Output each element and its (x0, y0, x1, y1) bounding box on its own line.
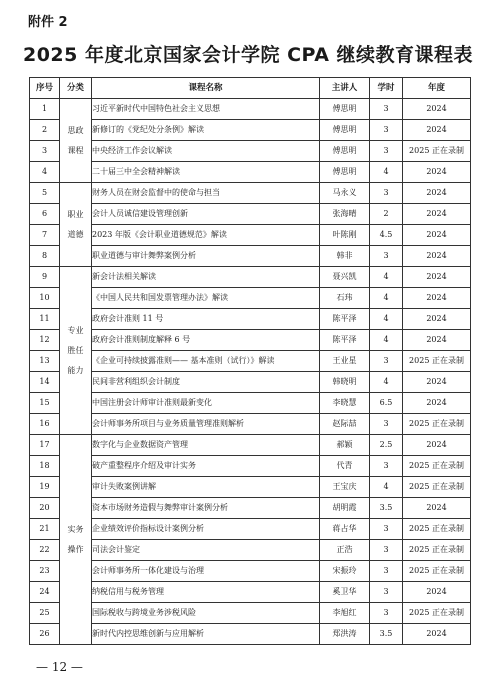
year: 2024 (403, 246, 471, 267)
lecturer: 傅思明 (320, 99, 370, 120)
course-name: 破产重整程序介绍及审计实务 (92, 456, 320, 477)
lecturer: 王宝庆 (320, 477, 370, 498)
lecturer: 代青 (320, 456, 370, 477)
course-name: 《企业可持续披露准则—— 基本准则（试行）》解读 (92, 351, 320, 372)
table-row (30, 393, 471, 414)
hours: 4 (370, 267, 403, 288)
category-text: 操作 (67, 544, 84, 554)
hours: 3 (370, 99, 403, 120)
row-seq: 9 (30, 267, 60, 288)
year: 2024 (403, 162, 471, 183)
table-row (30, 624, 471, 645)
lecturer: 蒋占华 (320, 519, 370, 540)
lecturer: 石玮 (320, 288, 370, 309)
hours: 3 (370, 141, 403, 162)
course-name: 《中国人民共和国发票管理办法》解读 (92, 288, 320, 309)
course-name: 民间非营利组织会计制度 (92, 372, 320, 393)
row-seq: 22 (30, 540, 60, 561)
header-year: 年度 (403, 78, 471, 99)
hours: 3 (370, 540, 403, 561)
hours: 4.5 (370, 225, 403, 246)
lecturer: 正浩 (320, 540, 370, 561)
row-seq: 5 (30, 183, 60, 204)
lecturer: 韩晓明 (320, 372, 370, 393)
category-text: 思政 (67, 125, 84, 135)
table-row (30, 141, 471, 162)
category-text: 课程 (67, 145, 84, 155)
lecturer: 胡明霞 (320, 498, 370, 519)
hours: 4 (370, 330, 403, 351)
row-seq: 17 (30, 435, 60, 456)
hours: 6.5 (370, 393, 403, 414)
category-text: 专业 (67, 325, 84, 335)
lecturer: 陈平泽 (320, 309, 370, 330)
row-seq: 7 (30, 225, 60, 246)
row-seq: 1 (30, 99, 60, 120)
hours: 3 (370, 246, 403, 267)
row-seq: 24 (30, 582, 60, 603)
header-category: 分类 (60, 78, 92, 99)
row-seq: 26 (30, 624, 60, 645)
year: 2024 (403, 330, 471, 351)
table-row (30, 540, 471, 561)
hours: 3 (370, 414, 403, 435)
course-name: 中国注册会计师审计准则最新变化 (92, 393, 320, 414)
hours: 3 (370, 456, 403, 477)
hours: 3.5 (370, 498, 403, 519)
year: 2025 正在录制 (403, 519, 471, 540)
year: 2024 (403, 288, 471, 309)
lecturer: 马永义 (320, 183, 370, 204)
header-hours: 学时 (370, 78, 403, 99)
header-seq: 序号 (30, 78, 60, 99)
table-row (30, 225, 471, 246)
hours: 4 (370, 372, 403, 393)
hours: 3 (370, 582, 403, 603)
table-row (30, 267, 471, 288)
row-seq: 18 (30, 456, 60, 477)
hours: 4 (370, 162, 403, 183)
row-seq: 15 (30, 393, 60, 414)
lecturer: 李旭红 (320, 603, 370, 624)
year: 2024 (403, 225, 471, 246)
course-name: 新修订的《党纪处分条例》解读 (92, 120, 320, 141)
hours: 3 (370, 120, 403, 141)
hours: 3 (370, 183, 403, 204)
row-seq: 21 (30, 519, 60, 540)
document-title: 2025 年度北京国家会计学院 CPA 继续教育课程表 (22, 44, 474, 66)
row-seq: 3 (30, 141, 60, 162)
table-row (30, 99, 471, 120)
table-row (30, 204, 471, 225)
row-seq: 13 (30, 351, 60, 372)
row-seq: 16 (30, 414, 60, 435)
year: 2025 正在录制 (403, 540, 471, 561)
table-row (30, 435, 471, 456)
lecturer: 韩非 (320, 246, 370, 267)
course-name: 2023 年版《会计职业道德规范》解读 (92, 225, 320, 246)
category-cell (60, 183, 92, 267)
course-name: 资本市场财务造假与舞弊审计案例分析 (92, 498, 320, 519)
course-name: 财务人员在财会监督中的使命与担当 (92, 183, 320, 204)
course-name: 中央经济工作会议解读 (92, 141, 320, 162)
year: 2024 (403, 582, 471, 603)
hours: 2 (370, 204, 403, 225)
year: 2024 (403, 624, 471, 645)
table-row (30, 246, 471, 267)
category-text: 实务 (67, 524, 84, 534)
year: 2025 正在录制 (403, 351, 471, 372)
lecturer: 叶陈刚 (320, 225, 370, 246)
course-name: 新会计法相关解读 (92, 267, 320, 288)
table-row (30, 351, 471, 372)
hours: 3.5 (370, 624, 403, 645)
hours: 3 (370, 603, 403, 624)
row-seq: 11 (30, 309, 60, 330)
course-name: 政府会计准则制度解释 6 号 (92, 330, 320, 351)
table-row (30, 561, 471, 582)
year: 2025 正在录制 (403, 141, 471, 162)
hours: 3 (370, 351, 403, 372)
row-seq: 20 (30, 498, 60, 519)
row-seq: 2 (30, 120, 60, 141)
lecturer: 郑洪涛 (320, 624, 370, 645)
category-text: 胜任 (67, 345, 84, 355)
lecturer: 陈平泽 (320, 330, 370, 351)
course-name: 企业绩效评价指标设计案例分析 (92, 519, 320, 540)
table-row (30, 309, 471, 330)
lecturer: 傅思明 (320, 141, 370, 162)
table-row (30, 519, 471, 540)
year: 2024 (403, 267, 471, 288)
year: 2024 (403, 372, 471, 393)
hours: 3 (370, 519, 403, 540)
lecturer: 傅思明 (320, 162, 370, 183)
table-row (30, 183, 471, 204)
lecturer: 聂兴凯 (320, 267, 370, 288)
course-name: 职业道德与审计舞弊案例分析 (92, 246, 320, 267)
row-seq: 6 (30, 204, 60, 225)
table-row (30, 477, 471, 498)
lecturer: 李晓慧 (320, 393, 370, 414)
row-seq: 25 (30, 603, 60, 624)
table-row (30, 120, 471, 141)
table-header-row (30, 78, 471, 99)
category-cell (60, 99, 92, 183)
course-name: 会计人员诚信建设管理创新 (92, 204, 320, 225)
row-seq: 12 (30, 330, 60, 351)
lecturer: 郝颖 (320, 435, 370, 456)
row-seq: 19 (30, 477, 60, 498)
year: 2024 (403, 309, 471, 330)
year: 2025 正在录制 (403, 561, 471, 582)
year: 2024 (403, 498, 471, 519)
course-name: 审计失败案例讲解 (92, 477, 320, 498)
course-name: 国际税收与跨境业务涉税风险 (92, 603, 320, 624)
lecturer: 张海晴 (320, 204, 370, 225)
lecturer: 宋振玲 (320, 561, 370, 582)
table-row (30, 414, 471, 435)
row-seq: 23 (30, 561, 60, 582)
table-row (30, 288, 471, 309)
row-seq: 4 (30, 162, 60, 183)
year: 2024 (403, 99, 471, 120)
attachment-label: 附件 2 (28, 15, 68, 30)
hours: 4 (370, 477, 403, 498)
course-name: 习近平新时代中国特色社会主义思想 (92, 99, 320, 120)
year: 2025 正在录制 (403, 477, 471, 498)
row-seq: 14 (30, 372, 60, 393)
table-row (30, 330, 471, 351)
course-name: 会计师事务所一体化建设与治理 (92, 561, 320, 582)
year: 2024 (403, 435, 471, 456)
category-cell (60, 435, 92, 645)
hours: 2.5 (370, 435, 403, 456)
course-name: 数字化与企业数据资产管理 (92, 435, 320, 456)
header-lecturer: 主讲人 (320, 78, 370, 99)
hours: 4 (370, 288, 403, 309)
table-row (30, 372, 471, 393)
category-text: 职业 (67, 209, 84, 219)
year: 2024 (403, 183, 471, 204)
category-text: 道德 (67, 229, 84, 239)
course-table (29, 77, 471, 645)
table-row (30, 582, 471, 603)
table-row (30, 498, 471, 519)
course-name: 新时代内控思维创新与应用解析 (92, 624, 320, 645)
course-name: 司法会计鉴定 (92, 540, 320, 561)
course-name: 会计师事务所项目与业务质量管理准则解析 (92, 414, 320, 435)
table-row (30, 603, 471, 624)
category-text: 能力 (67, 365, 84, 375)
hours: 3 (370, 561, 403, 582)
category-cell (60, 267, 92, 435)
year: 2025 正在录制 (403, 414, 471, 435)
lecturer: 奚卫华 (320, 582, 370, 603)
year: 2024 (403, 120, 471, 141)
row-seq: 8 (30, 246, 60, 267)
table-row (30, 456, 471, 477)
year: 2025 正在录制 (403, 603, 471, 624)
year: 2024 (403, 393, 471, 414)
lecturer: 傅思明 (320, 120, 370, 141)
lecturer: 赵际喆 (320, 414, 370, 435)
year: 2024 (403, 204, 471, 225)
course-name: 政府会计准则 11 号 (92, 309, 320, 330)
lecturer: 王业星 (320, 351, 370, 372)
table-row (30, 162, 471, 183)
page-number: — 12 — (36, 660, 83, 674)
row-seq: 10 (30, 288, 60, 309)
course-name: 二十届三中全会精神解读 (92, 162, 320, 183)
year: 2025 正在录制 (403, 456, 471, 477)
course-name: 纳税信用与税务管理 (92, 582, 320, 603)
header-course-name: 课程名称 (92, 78, 320, 99)
hours: 4 (370, 309, 403, 330)
